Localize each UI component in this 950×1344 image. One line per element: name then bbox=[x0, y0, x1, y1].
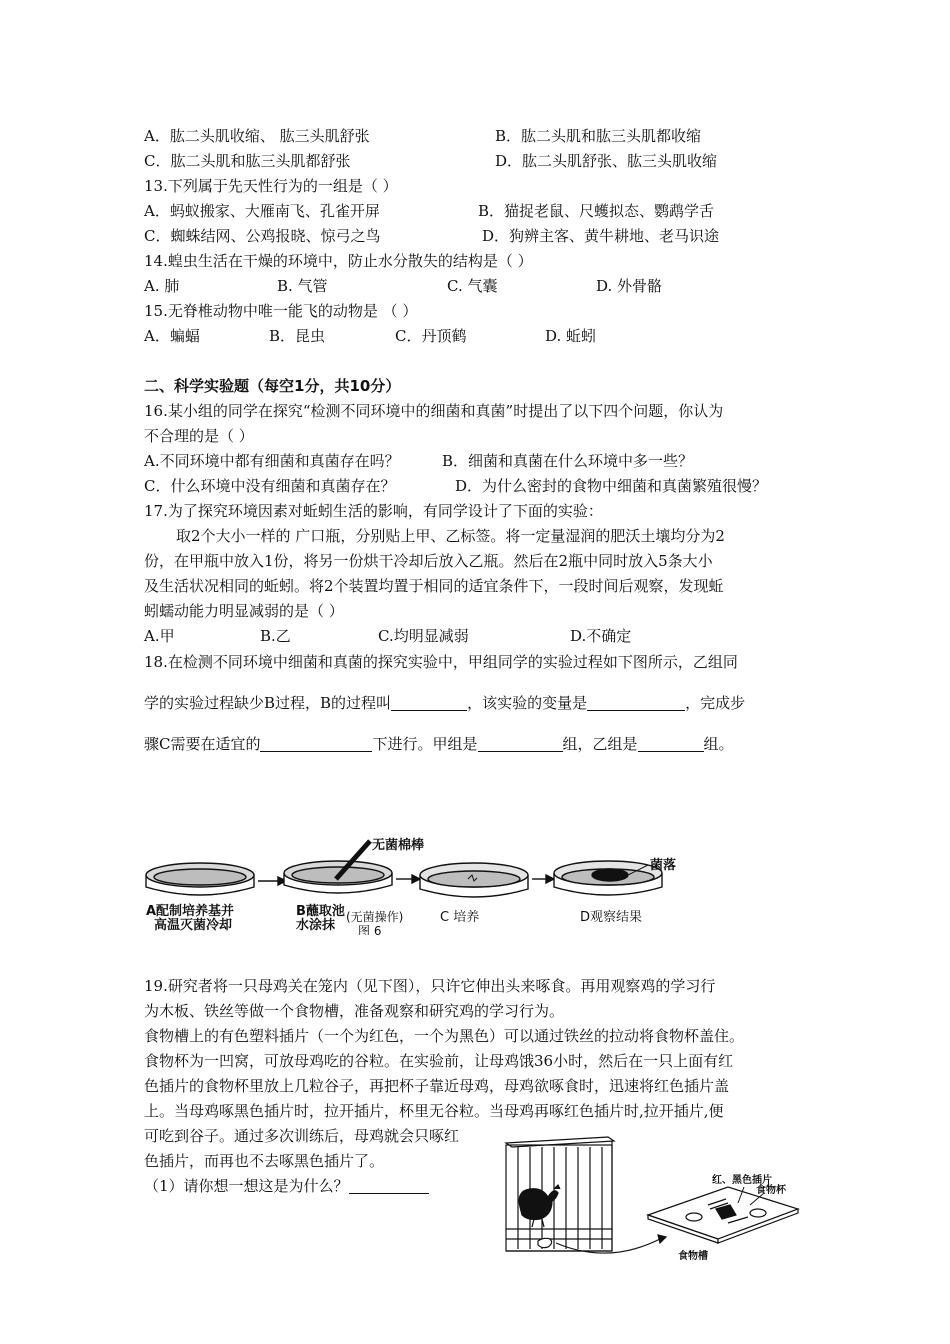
step-b-line2: 水涂抹 bbox=[296, 918, 336, 933]
q12-option-d: D．肱二头肌舒张、肱三头肌收缩 bbox=[495, 152, 718, 170]
q18-stem-line3 bbox=[144, 734, 734, 754]
q16-option-a: A.不同环境中都有细菌和真菌存在吗？ bbox=[144, 452, 400, 470]
q16-stem-line1: 16.某小组的同学在探究“检测不同环境中的细菌和真菌”时提出了以下四个问题，你认为 bbox=[144, 402, 724, 420]
q17-option-c: C.均明显减弱 bbox=[378, 627, 469, 645]
answer-blank-condition[interactable] bbox=[260, 735, 372, 752]
q17-paragraph-line1: 取2个大小一样的 广口瓶，分别贴上甲、乙标签。将一定量湿润的肥沃土壤均分为2 bbox=[176, 527, 725, 545]
q17-option-d: D.不确定 bbox=[570, 627, 632, 645]
arrow-head-icon bbox=[412, 875, 420, 883]
q14-option-b: B. 气管 bbox=[277, 277, 328, 295]
arrow-head-icon bbox=[546, 875, 554, 883]
q14-option-c: C. 气囊 bbox=[447, 277, 498, 295]
q12-option-b: B．肱二头肌和肱三头肌都收缩 bbox=[495, 127, 702, 145]
q14-option-a: A. 肺 bbox=[144, 277, 180, 295]
q12-option-a: A．肱二头肌收缩、 肱三头肌舒张 bbox=[144, 127, 370, 145]
q12-option-c: C．肱二头肌和肱三头肌都舒张 bbox=[144, 152, 351, 170]
q18-stem-line2 bbox=[144, 693, 745, 713]
answer-blank-q19-1[interactable] bbox=[349, 1177, 429, 1194]
answer-blank-variable[interactable] bbox=[587, 694, 685, 711]
step-a-line2: 高温灭菌冷却 bbox=[154, 918, 233, 933]
q15-stem: 15.无脊椎动物中唯一能飞的动物是 （ ） bbox=[144, 302, 418, 320]
step-a-line1: A配制培养基并 bbox=[146, 904, 235, 919]
q15-option-c: C．丹顶鹤 bbox=[395, 327, 467, 345]
q13-stem: 13.下列属于先天性行为的一组是（ ） bbox=[144, 177, 398, 195]
q16-stem-line2: 不合理的是（ ） bbox=[144, 427, 254, 445]
figure-6-experiment-diagram bbox=[140, 835, 700, 935]
q15-option-d: D. 蚯蚓 bbox=[545, 327, 597, 345]
label-colony: 菌落 bbox=[650, 858, 677, 873]
step-b-line1: B蘸取池 bbox=[296, 904, 345, 919]
q19-paragraph-line3: 食物槽上的有色塑料插片（一个为红色，一个为黑色）可以通过铁丝的拉动将食物杯盖住。 bbox=[144, 1027, 745, 1045]
colony-icon bbox=[592, 869, 628, 881]
q17-option-b: B.乙 bbox=[260, 627, 291, 645]
q19-paragraph-line6: 上。当母鸡啄黑色插片时，拉开插片，杯里无谷粒。当母鸡再啄红色插片时,拉开插片,便 bbox=[144, 1102, 724, 1120]
q19-paragraph-line1: 19.研究者将一只母鸡关在笼内（见下图），只许它伸出头来啄食。再用观察鸡的学习行 bbox=[144, 977, 716, 995]
q19-subquestion-text: （1）请你想一想这是为什么？ bbox=[144, 1177, 349, 1195]
q19-paragraph-line7: 可吃到谷子。通过多次训练后，母鸡就会只啄红 bbox=[144, 1127, 460, 1145]
q19-paragraph-line8: 色插片，而再也不去啄黑色插片了。 bbox=[144, 1152, 385, 1170]
step-d: D观察结果 bbox=[580, 910, 643, 925]
q17-option-a: A.甲 bbox=[144, 627, 175, 645]
q16-option-c: C．什么环境中没有细菌和真菌存在？ bbox=[144, 477, 396, 495]
q18-stem-line1: 18.在检测不同环境中细菌和真菌的探究实验中，甲组同学的实验过程如下图所示，乙组同 bbox=[144, 653, 738, 671]
arrow-head-icon bbox=[658, 1235, 666, 1243]
q17-paragraph-line4: 蚓蠕动能力明显减弱的是（ ） bbox=[144, 602, 344, 620]
q16-option-b: B．细菌和真菌在什么环境中多一些？ bbox=[442, 452, 694, 470]
label-food-cup: 食物杯 bbox=[756, 1185, 786, 1196]
answer-blank-group-a[interactable] bbox=[478, 735, 563, 752]
q15-option-a: A．蝙蝠 bbox=[144, 327, 200, 345]
petri-dish-c bbox=[420, 863, 528, 897]
figure-caption: 图 6 bbox=[358, 924, 382, 935]
q17-paragraph-line3: 及生活状况相同的蚯蚓。将2个装置均置于相同的适宜条件下，一段时间后观察，发现蚯 bbox=[144, 577, 724, 595]
q13-option-b: B．猫捉老鼠、尺蠖拟态、鹦鹉学舌 bbox=[478, 202, 715, 220]
step-b-line3: (无菌操作) bbox=[346, 910, 404, 924]
q18-text: 组。 bbox=[703, 735, 734, 753]
q13-option-c: C．蜘蛛结网、公鸡报晓、惊弓之鸟 bbox=[144, 227, 381, 245]
q17-stem: 17.为了探究环境因素对蚯蚓生活的影响，有同学设计了下面的实验： bbox=[144, 502, 603, 520]
q19-paragraph-line2: 为木板、铁丝等做一个食物槽，准备观察和研究鸡的学习行为。 bbox=[144, 1002, 565, 1020]
q18-text: 学的实验过程缺少B过程，B的过程叫 bbox=[144, 694, 392, 712]
q18-text: ，完成步 bbox=[685, 694, 746, 712]
section-title: 二、科学实验题（每空1分，共10分） bbox=[144, 377, 401, 395]
q16-option-d: D．为什么密封的食物中细菌和真菌繁殖很慢？ bbox=[455, 477, 768, 495]
q18-text: 骤C需要在适宜的 bbox=[144, 735, 261, 753]
step-c: C 培养 bbox=[440, 910, 480, 925]
hand-icon bbox=[538, 1238, 552, 1247]
q14-option-d: D. 外骨骼 bbox=[596, 277, 663, 295]
q17-paragraph-line2: 份，在甲瓶中放入1份，将另一份烘干冷却后放入乙瓶。然后在2瓶中同时放入5条大小 bbox=[144, 552, 713, 570]
q19-paragraph-line5: 色插片的食物杯里放上几粒谷子，再把杯子靠近母鸡，母鸡欲啄食时，迅速将红色插片盖 bbox=[144, 1077, 730, 1095]
q18-text: 下进行。甲组是 bbox=[372, 735, 478, 753]
answer-blank-b-process[interactable] bbox=[391, 694, 467, 711]
q13-option-d: D．狗辨主客、黄牛耕地、老马识途 bbox=[482, 227, 720, 245]
figure-hen-cage-diagram bbox=[498, 1135, 828, 1265]
petri-dish-a bbox=[146, 863, 254, 895]
q19-paragraph-line4: 食物杯为一凹窝，可放母鸡吃的谷粒。在实验前，让母鸡饿36小时，然后在一只上面有红 bbox=[144, 1052, 734, 1070]
q14-stem: 14.蝗虫生活在干燥的环境中，防止水分散失的结构是（ ） bbox=[144, 252, 533, 270]
q15-option-b: B．昆虫 bbox=[269, 327, 326, 345]
q19-subquestion-1 bbox=[144, 1176, 429, 1196]
label-chips: 红、黑色插片 bbox=[712, 1175, 772, 1186]
q13-option-a: A．蚂蚁搬家、大雁南飞、孔雀开屏 bbox=[144, 202, 380, 220]
answer-blank-group-b[interactable] bbox=[638, 735, 704, 752]
q18-text: 组，乙组是 bbox=[562, 735, 638, 753]
label-swab: 无菌棉棒 bbox=[372, 838, 425, 853]
q18-text: ，该实验的变量是 bbox=[467, 694, 588, 712]
label-food-trough: 食物槽 bbox=[678, 1251, 708, 1262]
